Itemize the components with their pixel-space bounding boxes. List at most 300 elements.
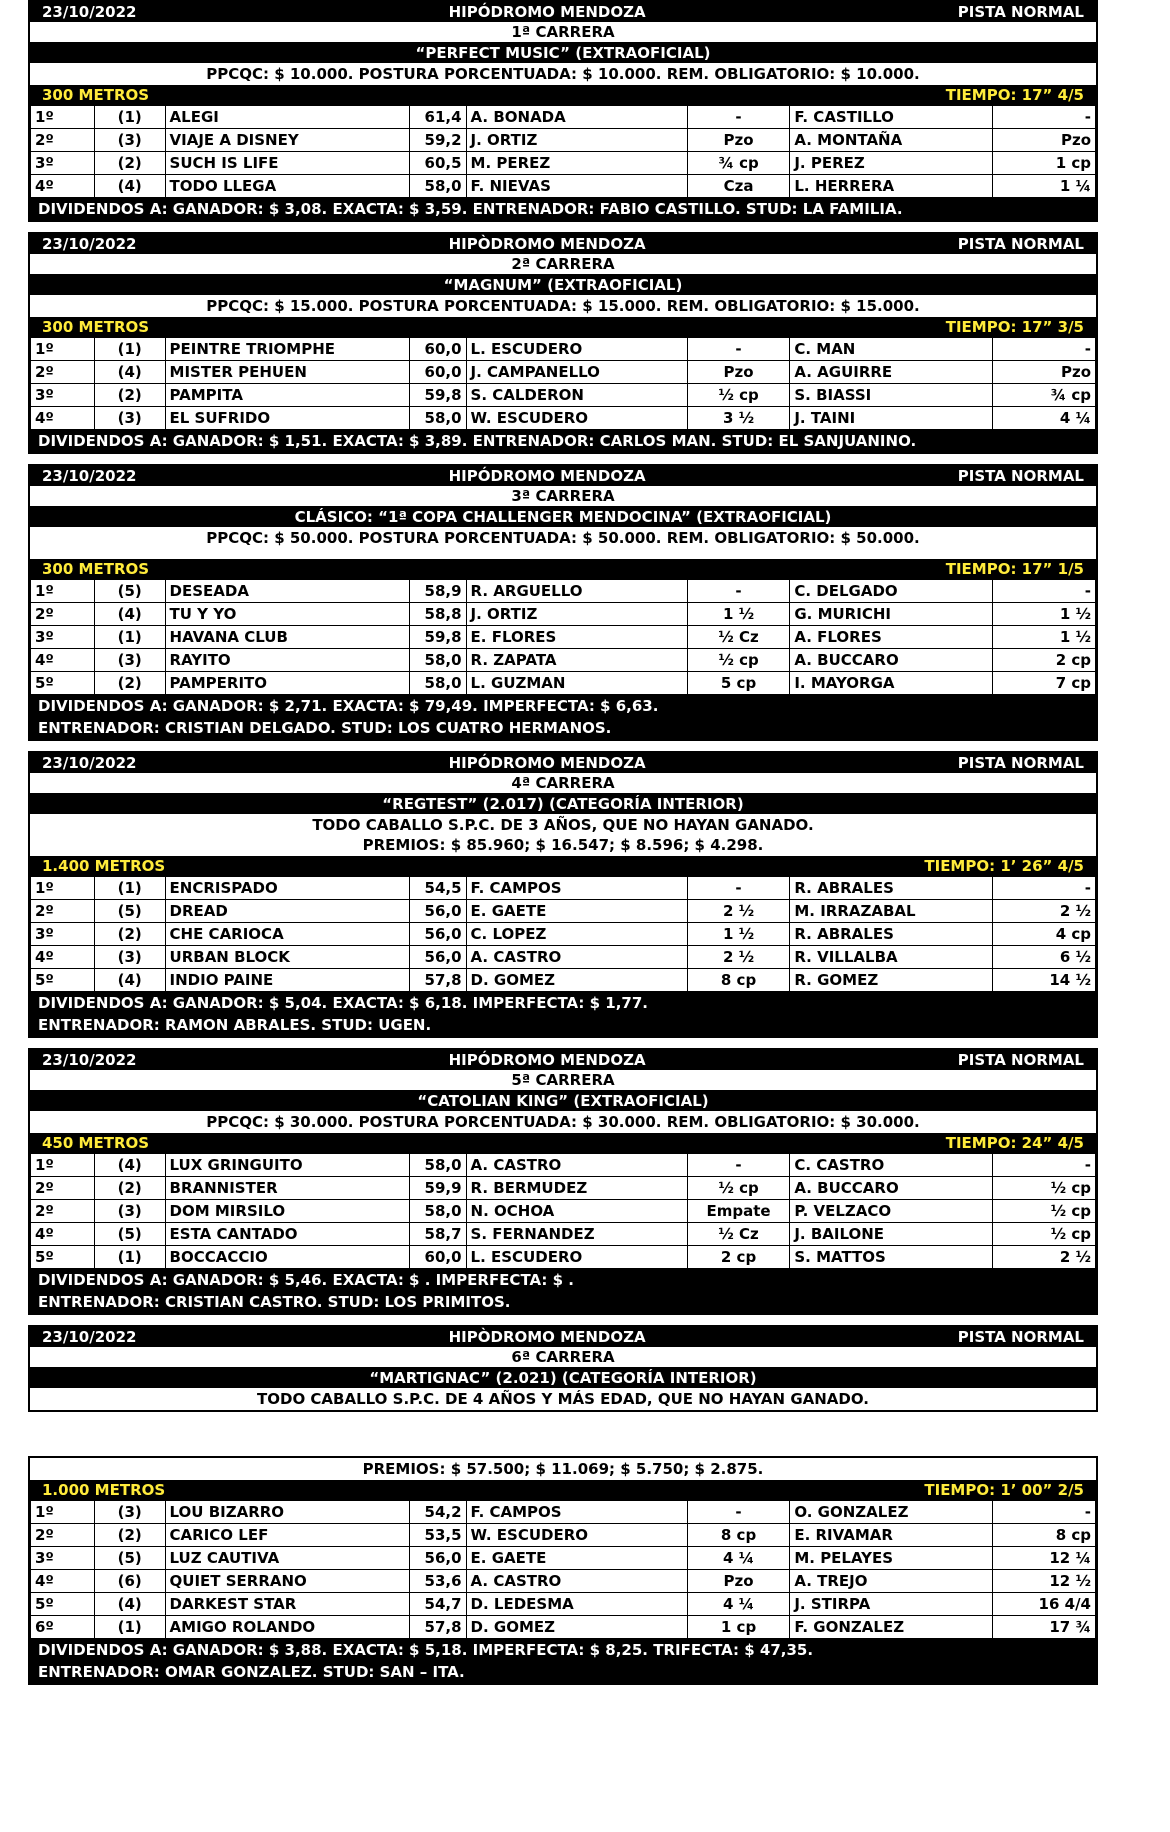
result-row [31, 361, 1096, 384]
result-number: (6) [94, 1570, 165, 1593]
result-weight: 57,8 [409, 1616, 466, 1639]
results-document [28, 0, 1098, 1695]
result-horse: ESTA CANTADO [165, 1223, 409, 1246]
result-number: (3) [94, 946, 165, 969]
result-trainer: C. DELGADO [790, 580, 993, 603]
result-number: (4) [94, 603, 165, 626]
result-horse: INDIO PAINE [165, 969, 409, 992]
result-weight: 58,0 [409, 407, 466, 430]
dividends-line: ENTRENADOR: CRISTIAN DELGADO. STUD: LOS CUATRO HERMANOS. [38, 719, 612, 737]
result-jockey: S. FERNANDEZ [466, 1223, 687, 1246]
race-track: PISTA NORMAL [957, 467, 1084, 485]
result-weight: 58,0 [409, 649, 466, 672]
result-number: (3) [94, 407, 165, 430]
result-position: 4º [31, 175, 95, 198]
result-number: (5) [94, 580, 165, 603]
result-trainer: J. TAINI [790, 407, 993, 430]
race-number: 1ª CARRERA [30, 22, 1096, 43]
race-header [30, 1327, 1096, 1347]
result-weight: 59,8 [409, 384, 466, 407]
result-weight: 56,0 [409, 946, 466, 969]
results-table [30, 105, 1096, 198]
result-margin: ½ Cz [687, 626, 790, 649]
result-position: 1º [31, 338, 95, 361]
result-weight: 54,5 [409, 877, 466, 900]
result-cumulative: 1 ½ [993, 626, 1096, 649]
result-horse: MISTER PEHUEN [165, 361, 409, 384]
result-cumulative: 2 cp [993, 649, 1096, 672]
result-weight: 53,5 [409, 1524, 466, 1547]
result-position: 2º [31, 1177, 95, 1200]
result-horse: CHE CARIOCA [165, 923, 409, 946]
result-number: (3) [94, 1501, 165, 1524]
race-header [30, 234, 1096, 254]
result-horse: CARICO LEF [165, 1524, 409, 1547]
race-conditions [30, 527, 1096, 559]
dividends-line: DIVIDENDOS A: GANADOR: $ 1,51. EXACTA: $ 3,89. ENTRENADOR: CARLOS MAN. STUD: EL SANJUANINO. [38, 432, 917, 450]
result-row [31, 900, 1096, 923]
result-cumulative: - [993, 1154, 1096, 1177]
result-jockey: D. GOMEZ [466, 1616, 687, 1639]
result-cumulative: Pzo [993, 361, 1096, 384]
result-trainer: A. FLORES [790, 626, 993, 649]
race-conditions [30, 814, 1096, 856]
result-horse: AMIGO ROLANDO [165, 1616, 409, 1639]
result-trainer: M. PELAYES [790, 1547, 993, 1570]
result-number: (1) [94, 106, 165, 129]
results-table [30, 1500, 1096, 1639]
race-date: 23/10/2022 [42, 467, 137, 485]
result-jockey: F. CAMPOS [466, 1501, 687, 1524]
result-horse: BRANNISTER [165, 1177, 409, 1200]
result-number: (4) [94, 175, 165, 198]
result-cumulative: 4 cp [993, 923, 1096, 946]
result-margin: ½ Cz [687, 1223, 790, 1246]
result-horse: PEINTRE TRIOMPHE [165, 338, 409, 361]
result-weight: 57,8 [409, 969, 466, 992]
result-jockey: R. BERMUDEZ [466, 1177, 687, 1200]
result-margin: 2 ½ [687, 946, 790, 969]
result-row [31, 672, 1096, 695]
result-cumulative: 14 ½ [993, 969, 1096, 992]
result-trainer: R. VILLALBA [790, 946, 993, 969]
result-position: 4º [31, 1570, 95, 1593]
result-cumulative: ½ cp [993, 1177, 1096, 1200]
result-margin: ½ cp [687, 384, 790, 407]
race-track: PISTA NORMAL [957, 1051, 1084, 1069]
result-cumulative: Pzo [993, 129, 1096, 152]
race-block [28, 464, 1098, 741]
result-jockey: E. GAETE [466, 1547, 687, 1570]
result-cumulative: ½ cp [993, 1223, 1096, 1246]
result-margin: 1 ½ [687, 923, 790, 946]
result-position: 5º [31, 969, 95, 992]
result-trainer: E. RIVAMAR [790, 1524, 993, 1547]
race-venue: HIPÓDROMO MENDOZA [448, 754, 646, 772]
result-position: 3º [31, 1547, 95, 1570]
race-venue: HIPÓDROMO MENDOZA [448, 3, 646, 21]
result-margin: Pzo [687, 361, 790, 384]
dividends [30, 1639, 1096, 1683]
result-jockey: L. GUZMAN [466, 672, 687, 695]
result-jockey: A. CASTRO [466, 1154, 687, 1177]
result-cumulative: 8 cp [993, 1524, 1096, 1547]
result-position: 2º [31, 1200, 95, 1223]
result-jockey: W. ESCUDERO [466, 1524, 687, 1547]
result-number: (1) [94, 338, 165, 361]
condition-line: TODO CABALLO S.P.C. DE 4 AÑOS Y MÁS EDAD, QUE NO HAYAN GANADO. [257, 1390, 869, 1408]
result-margin: - [687, 1501, 790, 1524]
result-number: (3) [94, 129, 165, 152]
race-conditions [30, 63, 1096, 85]
result-horse: DOM MIRSILO [165, 1200, 409, 1223]
result-position: 4º [31, 1223, 95, 1246]
race-conditions-continued [30, 1458, 1096, 1480]
result-row [31, 1246, 1096, 1269]
race-block [28, 751, 1098, 1038]
result-position: 5º [31, 672, 95, 695]
race-track: PISTA NORMAL [957, 754, 1084, 772]
race-name: “MARTIGNAC” (2.021) (CATEGORÍA INTERIOR) [30, 1368, 1096, 1388]
result-horse: TODO LLEGA [165, 175, 409, 198]
result-margin: 4 ¼ [687, 1593, 790, 1616]
result-horse: BOCCACCIO [165, 1246, 409, 1269]
result-row [31, 106, 1096, 129]
result-horse: DESEADA [165, 580, 409, 603]
result-cumulative: 12 ¼ [993, 1547, 1096, 1570]
result-position: 1º [31, 1154, 95, 1177]
dividends [30, 1269, 1096, 1313]
result-number: (2) [94, 1177, 165, 1200]
result-margin: 8 cp [687, 1524, 790, 1547]
result-jockey: R. ARGUELLO [466, 580, 687, 603]
result-row [31, 129, 1096, 152]
result-trainer: L. HERRERA [790, 175, 993, 198]
race-date: 23/10/2022 [42, 3, 137, 21]
race-distance: 450 METROS [42, 1134, 150, 1152]
result-weight: 60,5 [409, 152, 466, 175]
dividends-line: ENTRENADOR: RAMON ABRALES. STUD: UGEN. [38, 1016, 432, 1034]
result-trainer: F. CASTILLO [790, 106, 993, 129]
race-name: CLÁSICO: “1ª COPA CHALLENGER MENDOCINA” (EXTRAOFICIAL) [30, 507, 1096, 527]
result-horse: SUCH IS LIFE [165, 152, 409, 175]
race-header [30, 753, 1096, 773]
result-jockey: L. ESCUDERO [466, 338, 687, 361]
race-distance: 1.000 METROS [42, 1481, 166, 1499]
result-margin: Cza [687, 175, 790, 198]
result-position: 3º [31, 626, 95, 649]
race-time: TIEMPO: 17” 3/5 [945, 318, 1084, 336]
distance-time-bar [30, 1480, 1096, 1500]
result-margin: 1 ½ [687, 603, 790, 626]
result-position: 6º [31, 1616, 95, 1639]
result-cumulative: 12 ½ [993, 1570, 1096, 1593]
result-jockey: M. PEREZ [466, 152, 687, 175]
result-horse: RAYITO [165, 649, 409, 672]
result-row [31, 969, 1096, 992]
dividends-line: DIVIDENDOS A: GANADOR: $ 5,46. EXACTA: $ . IMPERFECTA: $ . [38, 1271, 574, 1289]
result-position: 1º [31, 877, 95, 900]
result-cumulative: - [993, 877, 1096, 900]
race-block-continued [28, 1456, 1098, 1685]
distance-time-bar [30, 559, 1096, 579]
result-position: 1º [31, 580, 95, 603]
result-number: (5) [94, 1223, 165, 1246]
result-weight: 59,9 [409, 1177, 466, 1200]
condition-line: PPCQC: $ 30.000. POSTURA PORCENTUADA: $ 30.000. REM. OBLIGATORIO: $ 30.000. [206, 1113, 920, 1131]
result-margin: - [687, 1154, 790, 1177]
result-horse: EL SUFRIDO [165, 407, 409, 430]
result-horse: DARKEST STAR [165, 1593, 409, 1616]
result-weight: 58,9 [409, 580, 466, 603]
result-row [31, 626, 1096, 649]
result-weight: 53,6 [409, 1570, 466, 1593]
result-position: 4º [31, 649, 95, 672]
race-track: PISTA NORMAL [957, 1328, 1084, 1346]
result-horse: ENCRISPADO [165, 877, 409, 900]
result-horse: QUIET SERRANO [165, 1570, 409, 1593]
result-jockey: R. ZAPATA [466, 649, 687, 672]
result-margin: Empate [687, 1200, 790, 1223]
distance-time-bar [30, 1133, 1096, 1153]
race-number: 3ª CARRERA [30, 486, 1096, 507]
result-trainer: G. MURICHI [790, 603, 993, 626]
dividends-line: DIVIDENDOS A: GANADOR: $ 5,04. EXACTA: $ 6,18. IMPERFECTA: $ 1,77. [38, 994, 648, 1012]
result-weight: 58,0 [409, 672, 466, 695]
race-conditions [30, 1388, 1096, 1410]
result-number: (1) [94, 877, 165, 900]
result-number: (2) [94, 923, 165, 946]
result-row [31, 1524, 1096, 1547]
dividends [30, 695, 1096, 739]
race-venue: HIPÒDROMO MENDOZA [448, 1328, 646, 1346]
result-cumulative: 6 ½ [993, 946, 1096, 969]
result-trainer: I. MAYORGA [790, 672, 993, 695]
result-jockey: D. LEDESMA [466, 1593, 687, 1616]
race-header [30, 2, 1096, 22]
result-margin: 3 ½ [687, 407, 790, 430]
result-horse: LUX GRINGUITO [165, 1154, 409, 1177]
result-row [31, 1593, 1096, 1616]
result-cumulative: 7 cp [993, 672, 1096, 695]
race-track: PISTA NORMAL [957, 235, 1084, 253]
result-cumulative: ¾ cp [993, 384, 1096, 407]
race-block [28, 0, 1098, 222]
result-jockey: S. CALDERON [466, 384, 687, 407]
dividends [30, 430, 1096, 452]
result-jockey: J. ORTIZ [466, 603, 687, 626]
result-weight: 61,4 [409, 106, 466, 129]
dividends-line: DIVIDENDOS A: GANADOR: $ 3,88. EXACTA: $ 5,18. IMPERFECTA: $ 8,25. TRIFECTA: $ 47,35. [38, 1641, 814, 1659]
race-time: TIEMPO: 24” 4/5 [945, 1134, 1084, 1152]
distance-time-bar [30, 317, 1096, 337]
result-jockey: A. CASTRO [466, 946, 687, 969]
race-distance: 300 METROS [42, 560, 150, 578]
result-margin: Pzo [687, 1570, 790, 1593]
result-margin: 2 ½ [687, 900, 790, 923]
result-weight: 58,0 [409, 1154, 466, 1177]
result-cumulative: ½ cp [993, 1200, 1096, 1223]
result-number: (1) [94, 626, 165, 649]
distance-time-bar [30, 85, 1096, 105]
condition-line: TODO CABALLO S.P.C. DE 3 AÑOS, QUE NO HAYAN GANADO. [312, 816, 814, 834]
result-jockey: N. OCHOA [466, 1200, 687, 1223]
result-position: 4º [31, 407, 95, 430]
result-cumulative: 16 4/4 [993, 1593, 1096, 1616]
result-position: 3º [31, 384, 95, 407]
result-row [31, 1200, 1096, 1223]
result-trainer: A. MONTAÑA [790, 129, 993, 152]
race-block [28, 232, 1098, 454]
result-trainer: A. TREJO [790, 1570, 993, 1593]
result-horse: LUZ CAUTIVA [165, 1547, 409, 1570]
result-horse: DREAD [165, 900, 409, 923]
result-trainer: J. BAILONE [790, 1223, 993, 1246]
result-jockey: A. BONADA [466, 106, 687, 129]
result-jockey: J. ORTIZ [466, 129, 687, 152]
result-trainer: A. BUCCARO [790, 1177, 993, 1200]
result-number: (1) [94, 1616, 165, 1639]
race-block [28, 1325, 1098, 1412]
result-number: (2) [94, 672, 165, 695]
result-jockey: E. FLORES [466, 626, 687, 649]
race-distance: 300 METROS [42, 86, 150, 104]
condition-line: PPCQC: $ 50.000. POSTURA PORCENTUADA: $ 50.000. REM. OBLIGATORIO: $ 50.000. [206, 529, 920, 547]
race-date: 23/10/2022 [42, 1051, 137, 1069]
result-cumulative: 1 cp [993, 152, 1096, 175]
result-weight: 60,0 [409, 361, 466, 384]
race-time: TIEMPO: 1’ 26” 4/5 [924, 857, 1084, 875]
result-number: (2) [94, 1524, 165, 1547]
result-row [31, 580, 1096, 603]
result-horse: LOU BIZARRO [165, 1501, 409, 1524]
race-distance: 300 METROS [42, 318, 150, 336]
result-position: 2º [31, 603, 95, 626]
dividends [30, 992, 1096, 1036]
result-weight: 54,7 [409, 1593, 466, 1616]
race-number: 2ª CARRERA [30, 254, 1096, 275]
result-row [31, 649, 1096, 672]
result-cumulative: 1 ½ [993, 603, 1096, 626]
result-row [31, 1154, 1096, 1177]
race-venue: HIPÒDROMO MENDOZA [448, 235, 646, 253]
race-name: “CATOLIAN KING” (EXTRAOFICIAL) [30, 1091, 1096, 1111]
result-row [31, 1616, 1096, 1639]
result-row [31, 603, 1096, 626]
result-row [31, 946, 1096, 969]
dividends-line: DIVIDENDOS A: GANADOR: $ 2,71. EXACTA: $ 79,49. IMPERFECTA: $ 6,63. [38, 697, 659, 715]
result-margin: 5 cp [687, 672, 790, 695]
result-horse: ALEGI [165, 106, 409, 129]
race-venue: HIPÓDROMO MENDOZA [448, 1051, 646, 1069]
results-table [30, 579, 1096, 695]
result-weight: 58,0 [409, 1200, 466, 1223]
result-cumulative: 2 ½ [993, 900, 1096, 923]
result-trainer: A. AGUIRRE [790, 361, 993, 384]
result-row [31, 175, 1096, 198]
result-row [31, 923, 1096, 946]
result-jockey: C. LOPEZ [466, 923, 687, 946]
result-position: 3º [31, 152, 95, 175]
result-row [31, 407, 1096, 430]
result-number: (5) [94, 900, 165, 923]
result-cumulative: - [993, 580, 1096, 603]
result-horse: VIAJE A DISNEY [165, 129, 409, 152]
result-cumulative: 1 ¼ [993, 175, 1096, 198]
result-margin: - [687, 338, 790, 361]
result-trainer: C. MAN [790, 338, 993, 361]
distance-time-bar [30, 856, 1096, 876]
result-row [31, 1570, 1096, 1593]
race-time: TIEMPO: 17” 4/5 [945, 86, 1084, 104]
result-jockey: L. ESCUDERO [466, 1246, 687, 1269]
result-row [31, 152, 1096, 175]
race-header [30, 1050, 1096, 1070]
result-number: (4) [94, 969, 165, 992]
result-position: 1º [31, 1501, 95, 1524]
result-row [31, 877, 1096, 900]
result-trainer: C. CASTRO [790, 1154, 993, 1177]
result-trainer: A. BUCCARO [790, 649, 993, 672]
result-weight: 58,8 [409, 603, 466, 626]
result-margin: ½ cp [687, 649, 790, 672]
result-cumulative: - [993, 106, 1096, 129]
result-margin: - [687, 106, 790, 129]
result-weight: 58,7 [409, 1223, 466, 1246]
result-weight: 58,0 [409, 175, 466, 198]
race-conditions [30, 295, 1096, 317]
result-margin: 1 cp [687, 1616, 790, 1639]
result-margin: 2 cp [687, 1246, 790, 1269]
results-table [30, 1153, 1096, 1269]
race-venue: HIPÓDROMO MENDOZA [448, 467, 646, 485]
dividends-line: ENTRENADOR: OMAR GONZALEZ. STUD: SAN – ITA. [38, 1663, 465, 1681]
race-block [28, 1048, 1098, 1315]
result-cumulative: 17 ¾ [993, 1616, 1096, 1639]
result-trainer: J. STIRPA [790, 1593, 993, 1616]
result-trainer: P. VELZACO [790, 1200, 993, 1223]
result-margin: ½ cp [687, 1177, 790, 1200]
result-weight: 54,2 [409, 1501, 466, 1524]
result-trainer: O. GONZALEZ [790, 1501, 993, 1524]
result-cumulative: - [993, 338, 1096, 361]
result-jockey: A. CASTRO [466, 1570, 687, 1593]
result-horse: HAVANA CLUB [165, 626, 409, 649]
result-jockey: F. CAMPOS [466, 877, 687, 900]
result-number: (2) [94, 384, 165, 407]
result-trainer: R. ABRALES [790, 923, 993, 946]
result-trainer: S. MATTOS [790, 1246, 993, 1269]
result-trainer: F. GONZALEZ [790, 1616, 993, 1639]
dividends-line: ENTRENADOR: CRISTIAN CASTRO. STUD: LOS PRIMITOS. [38, 1293, 511, 1311]
condition-line: PPCQC: $ 15.000. POSTURA PORCENTUADA: $ 15.000. REM. OBLIGATORIO: $ 15.000. [206, 297, 920, 315]
result-horse: URBAN BLOCK [165, 946, 409, 969]
result-position: 5º [31, 1246, 95, 1269]
race-distance: 1.400 METROS [42, 857, 166, 875]
result-margin: ¾ cp [687, 152, 790, 175]
result-position: 1º [31, 106, 95, 129]
result-trainer: J. PEREZ [790, 152, 993, 175]
result-horse: TU Y YO [165, 603, 409, 626]
result-trainer: R. GOMEZ [790, 969, 993, 992]
dividends-line: DIVIDENDOS A: GANADOR: $ 3,08. EXACTA: $ 3,59. ENTRENADOR: FABIO CASTILLO. STUD: LA FAMILIA. [38, 200, 903, 218]
result-number: (5) [94, 1547, 165, 1570]
result-number: (3) [94, 1200, 165, 1223]
result-horse: PAMPITA [165, 384, 409, 407]
result-jockey: J. CAMPANELLO [466, 361, 687, 384]
result-weight: 56,0 [409, 1547, 466, 1570]
result-number: (2) [94, 152, 165, 175]
